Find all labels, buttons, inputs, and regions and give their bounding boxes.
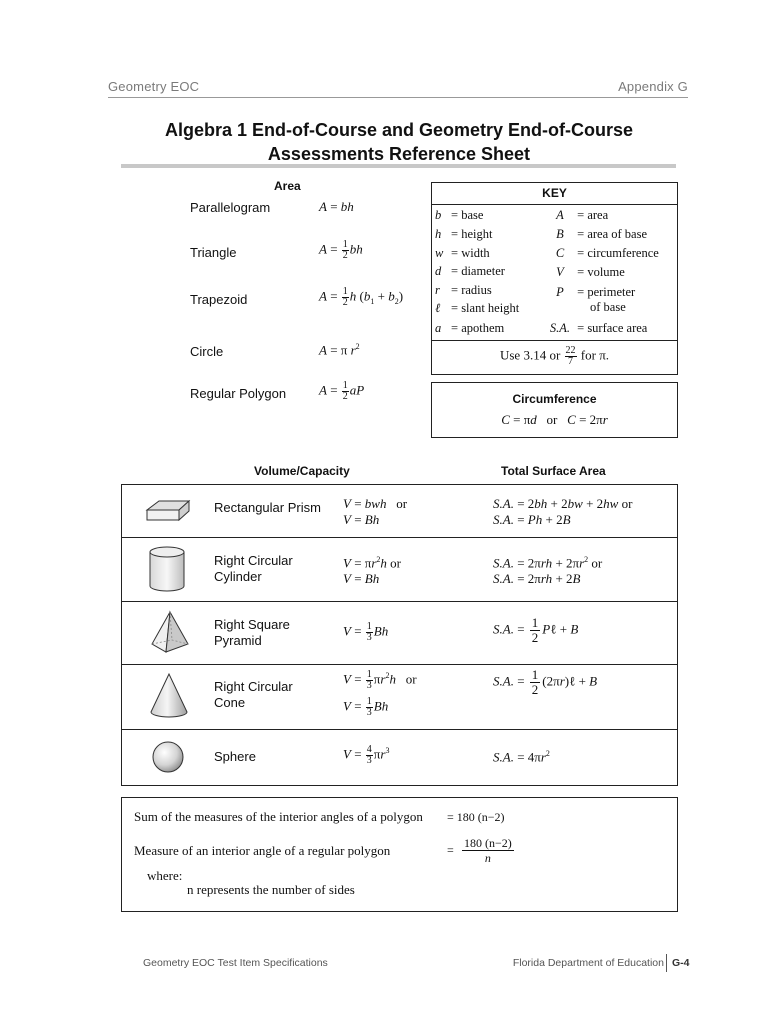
key-left-6: a = apothem xyxy=(435,321,505,335)
sa-cylinder-formula: S.A. = $2\pi rh + 2\pi r^2$ or S.A. = 2πrh + 2B xyxy=(493,555,603,587)
key-right-3: V = volume xyxy=(556,265,625,279)
title-rule xyxy=(121,164,676,168)
key-right-4-cont: of base xyxy=(590,300,626,314)
area-triangle-formula: A = $\frac{1}{2}$ bh xyxy=(319,239,363,261)
page-title xyxy=(120,118,678,166)
title-line1: Algebra 1 End-of-Course and Geometry End-of-Course xyxy=(164,120,634,140)
key-right-5: S.A. = surface area xyxy=(549,321,648,335)
area-regular-polygon-formula: A = $\frac{1}{2}$ aP xyxy=(319,380,365,402)
sa-prism-formula: S.A. = 2bh + 2bw + 2hw or S.A. = Ph + 2B xyxy=(493,496,633,527)
volume-cone-formula-2: V = $\frac{1}{3}$ Bh xyxy=(343,696,389,718)
pi-note: Use 3.14 or $\frac{22}{7}$ for π. xyxy=(499,345,610,367)
footer-right: Florida Department of Education xyxy=(512,957,664,969)
volume-sphere-formula: V = $\frac{4}{3}$ $\pi r^3$ xyxy=(343,744,390,766)
key-right-4: P = perimeter xyxy=(556,285,636,299)
polygon-interior-formula: 180 (n−2) n xyxy=(464,836,512,865)
polygon-sum-text: Sum of the measures of the interior angles of a polygon xyxy=(134,809,423,824)
area-regular-polygon-label: Regular Polygon xyxy=(190,386,287,401)
area-circle-formula: A = π $r^2$ xyxy=(319,342,360,358)
circumference-box xyxy=(431,382,678,438)
key-left-1: h = height xyxy=(435,227,493,241)
volume-cone-formula-1: V = $\frac{1}{3}$ $\pi r^2h$ or xyxy=(343,669,417,691)
solid-row-sphere xyxy=(121,729,678,786)
polygon-interior-equals: = xyxy=(447,843,454,857)
key-left-0: b = base xyxy=(435,208,484,222)
sa-cone-formula: S.A. = $\frac{1}{2}$ (2πr)ℓ + B xyxy=(493,667,598,697)
key-heading: KEY xyxy=(431,182,678,205)
pyramid-icon xyxy=(150,610,192,656)
polygon-interior-text: Measure of an interior angle of a regular polygon xyxy=(134,843,391,858)
title-line2: Assessments Reference Sheet xyxy=(267,144,531,164)
volume-prism-formula: V = bwh or V = Bh xyxy=(343,496,408,527)
footer-page-number: G-4 xyxy=(672,957,690,969)
header-rule xyxy=(108,97,688,98)
area-parallelogram-formula: A = bh xyxy=(319,199,354,214)
cylinder-icon xyxy=(147,544,187,594)
area-heading: Area xyxy=(274,179,301,193)
key-left-3: d = diameter xyxy=(435,264,505,278)
polygon-where: where: xyxy=(147,868,183,883)
surface-area-heading: Total Surface Area xyxy=(501,464,606,478)
key-left-2: w = width xyxy=(435,246,490,260)
key-right-0: A = area xyxy=(556,208,609,222)
rectangular-prism-icon xyxy=(145,496,191,524)
sphere-icon xyxy=(151,740,185,774)
solid-row-pyramid xyxy=(121,601,678,665)
solid-cylinder-label: Right Circular Cylinder xyxy=(214,553,293,584)
solid-cone-label: Right Circular Cone xyxy=(214,679,293,710)
solid-sphere-label: Sphere xyxy=(214,749,256,764)
footer-left: Geometry EOC Test Item Specifications xyxy=(143,957,328,969)
area-trapezoid-formula: A = $\frac{1}{2}$ h $(b_1 + b_2)$ xyxy=(319,286,404,308)
key-box xyxy=(431,182,678,341)
area-parallelogram-label: Parallelogram xyxy=(190,200,271,215)
footer-divider xyxy=(666,954,667,972)
key-left-5: ℓ = slant height xyxy=(435,301,520,315)
circumference-heading: Circumference xyxy=(512,392,597,406)
volume-pyramid-formula: V = $\frac{1}{3}$ Bh xyxy=(343,621,389,643)
sa-sphere-formula: S.A. = $4\pi r^2$ xyxy=(493,749,550,765)
volume-cylinder-formula: $V = \pi r^2h$ or V = Bh xyxy=(343,555,402,587)
area-circle-label: Circle xyxy=(190,344,224,359)
solid-prism-label: Rectangular Prism xyxy=(214,500,321,515)
polygon-n-desc: n represents the number of sides xyxy=(187,882,355,897)
polygon-sum-formula: = 180 (n−2) xyxy=(447,810,505,824)
key-right-2: C = circumference xyxy=(555,246,659,260)
key-left-4: r = radius xyxy=(435,283,492,297)
area-triangle-label: Triangle xyxy=(190,245,237,260)
sa-pyramid-formula: S.A. = $\frac{1}{2}$ Pℓ + B xyxy=(493,615,579,645)
key-right-1: B = area of base xyxy=(556,227,647,241)
cone-icon xyxy=(148,672,190,720)
volume-heading: Volume/Capacity xyxy=(254,464,350,478)
header-left: Geometry EOC xyxy=(108,79,200,94)
circumference-formula: C = πd or C = 2πr xyxy=(501,412,608,427)
solid-pyramid-label: Right Square Pyramid xyxy=(214,617,290,648)
area-trapezoid-label: Trapezoid xyxy=(190,292,248,307)
header-right: Appendix G xyxy=(618,79,688,94)
